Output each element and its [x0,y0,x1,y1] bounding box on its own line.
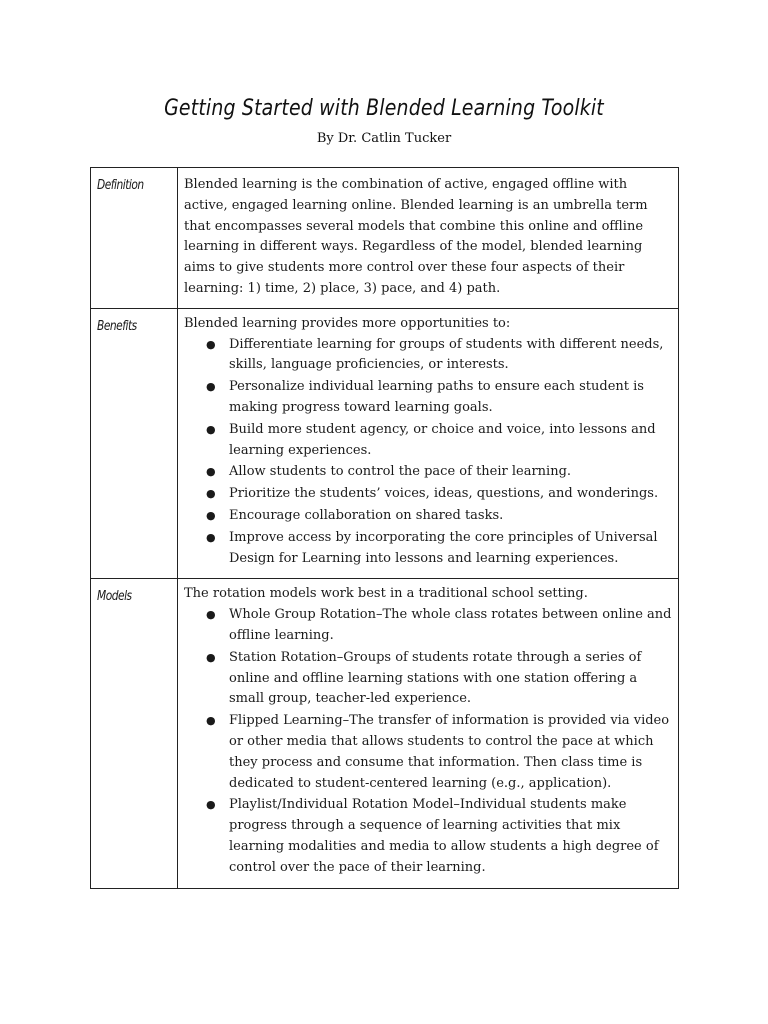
list-item: ● Allow students to control the pace of their learning. [184,462,672,483]
models-list [184,605,672,878]
row-label-cell [91,168,178,309]
benefits-intro: Blended learning provides more opportunities to: [184,315,511,331]
row-content-cell [178,308,679,579]
document-author: By Dr. Catlin Tucker [316,131,452,146]
list-item: ● Improve access by incorporating the core principles of Universal Design for Learning into lessons and learning experiences. [184,528,672,570]
document-title: Getting Started with Blended Learning Toolkit [164,96,604,121]
list-item: ● Whole Group Rotation–The whole class rotates between online and offline learning. [184,605,672,647]
list-item: ● Station Rotation–Groups of students rotate through a series of online and offline learning stations with one station offering a small group, teacher-led experience. [184,648,672,710]
table-row-benefits [91,308,679,579]
list-item: ● Flipped Learning–The transfer of information is provided via video or other media that allows students to control the pace at which they process and consume that information. Then class time is dedicated to student-centered learning (e.g., application). [184,711,672,794]
table-row-models [91,579,679,888]
row-label-definition: Definition [97,178,144,193]
row-label-models: Models [97,589,132,605]
row-label-cell [91,579,178,888]
list-item: ● Playlist/Individual Rotation Model–Individual students make progress through a sequence of learning activities that mix learning modalities and media to allow students a high degree of control over the pace of their learning. [184,795,672,878]
row-label-cell [91,308,178,579]
definition-text: Blended learning is the combination of active, engaged offline with active, engaged learning online. Blended learning is an umbrella term that encompasses several models that combine this online and offline learning in different ways. Regardless of the model, blended learning aims to give students more control over these four aspects of their learning: 1) time, 2) place, 3) pace, and 4) path. [184,177,648,296]
row-label-benefits: Benefits [97,318,137,334]
row-content-cell [178,168,679,309]
benefits-list [184,335,672,570]
table-row-definition [91,168,679,309]
list-item: ● Encourage collaboration on shared tasks. [184,506,672,527]
row-content-cell [178,579,679,888]
list-item: ● Prioritize the students’ voices, ideas, questions, and wonderings. [184,484,672,505]
models-intro: The rotation models work best in a traditional school setting. [184,586,588,602]
toolkit-table [90,167,679,889]
list-item: ● Differentiate learning for groups of students with different needs, skills, language proficiencies, or interests. [184,335,672,377]
list-item: ● Personalize individual learning paths to ensure each student is making progress toward learning goals. [184,377,672,419]
list-item: ● Build more student agency, or choice and voice, into lessons and learning experiences. [184,420,672,462]
